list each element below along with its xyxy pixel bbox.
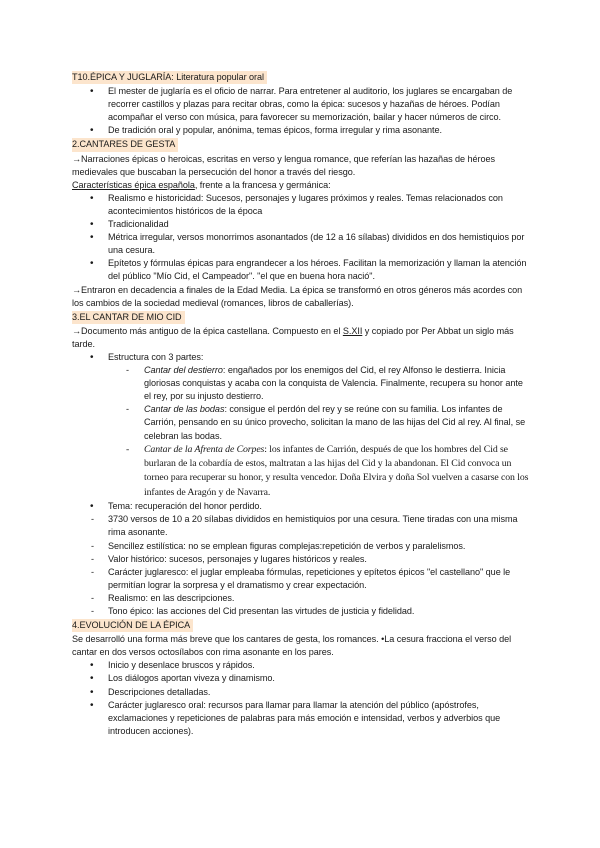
part-name: Cantar de las bodas xyxy=(144,404,225,415)
section-heading-cantares: 2.CANTARES DE GESTA xyxy=(72,138,178,151)
list-item: - Tono épico: las acciones del Cid presentan las virtudes de justicia y fidelidad. xyxy=(108,605,530,618)
list-item: - Carácter juglaresco: el juglar empleaba fórmulas, repeticiones y epítetos épicos "el castellano" que le permitían lograr la sorpresa y el dramatismo y crear expectación. xyxy=(108,566,530,592)
part-item xyxy=(144,403,530,442)
t10-bullet-list xyxy=(72,85,530,137)
section-heading-evolucion: 4.EVOLUCIÓN DE LA ÉPICA xyxy=(72,619,193,632)
part-text: : engañados por los enemigos del Cid, el rey Alfonso le destierra. Inicia gloriosas conquistas y acaba con la conquista de Valencia. Finalmente, recupera su honor ante el rey, por su injusto destierro. xyxy=(144,365,523,402)
list-item: • El mester de juglaría es el oficio de narrar. Para entretener al auditorio, los juglares se encargaban de recorrer castillos y plazas para recitar obras, como la épica: sucesos y hazañas de héroes. Podían acompañar el verso con música, para favorecer su memorización, bailar y hacer números de circo. xyxy=(108,85,530,124)
document-content xyxy=(72,71,530,738)
evolucion-bullet-list xyxy=(72,659,530,738)
part-item xyxy=(144,443,530,501)
list-item: • Inicio y desenlace bruscos y rápidos. xyxy=(108,659,530,672)
cantares-intro: →Narraciones épicas o heroicas, escritas en verso y lengua romance, que referían las hazañas de héroes medievales que buscaban la persecución del honor a través del riesgo. xyxy=(72,153,496,177)
list-item: • Descripciones detalladas. xyxy=(108,686,530,699)
parts-list xyxy=(108,364,530,500)
miocid-intro-b: y copiado por Per Abbat un siglo más tarde. xyxy=(72,325,514,349)
list-item: • Tradicionalidad xyxy=(108,218,530,231)
estructura-list xyxy=(72,351,530,513)
evolucion-intro: Se desarrolló una forma más breve que los cantares de gesta, los romances. •La cesura fracciona el verso del cantar en dos versos octosílabos con rima asonante en los pares. xyxy=(72,634,512,658)
part-name: Cantar del destierro xyxy=(144,365,223,376)
list-item: • De tradición oral y popular, anónima, temas épicos, forma irregular y rima asonante. xyxy=(108,124,530,137)
list-item: - Sencillez estilística: no se emplean figuras complejas:repetición de verbos y paralelismos. xyxy=(108,540,530,553)
caracteristicas-line xyxy=(72,179,530,192)
section-heading-t10: T10.ÉPICA Y JUGLARÍA: Literatura popular oral xyxy=(72,71,267,84)
century-link[interactable]: S.XII xyxy=(342,325,363,336)
cantares-outro: →Entraron en decadencia a finales de la Edad Media. La épica se transformó en otros géneros más acordes con los cambios de la sociedad medieval (romances, libros de caballerías). xyxy=(72,284,523,308)
part-name: Cantar de la Afrenta de Corpes xyxy=(144,443,265,455)
miocid-intro-a: →Documento más antiguo de la épica castellana. Compuesto en el xyxy=(72,325,343,336)
list-item: • Epítetos y fórmulas épicas para engrandecer a los héroes. Facilitan la memorización y llaman la atención del público "Mío Cid, el Campeador". "el que en buena hora nació". xyxy=(108,257,530,283)
list-item: • Tema: recuperación del honor perdido. xyxy=(108,500,530,513)
list-item: • Métrica irregular, versos monorrimos asonantados (de 12 a 16 sílabas) divididos en dos hemistiquios por una cesura. xyxy=(108,231,530,257)
caracteristicas-rest: , frente a la francesa y germánica: xyxy=(194,179,331,190)
cantares-bullet-list xyxy=(72,192,530,284)
section-heading-miocid: 3.EL CANTAR DE MIO CID xyxy=(72,311,185,324)
list-item: • Realismo e historicidad: Sucesos, personajes y lugares próximos y reales. Temas relacionados con acontecimientos históricos de la época xyxy=(108,192,530,218)
list-item xyxy=(108,351,530,500)
list-item: - Valor histórico: sucesos, personajes y lugares históricos y reales. xyxy=(108,553,530,566)
part-item xyxy=(144,364,530,403)
miocid-intro xyxy=(72,325,530,351)
list-item: • Los diálogos aportan viveza y dinamismo. xyxy=(108,672,530,685)
part-text: : consigue el perdón del rey y se reúne con su familia. Los infantes de Carrión, pensando en su único provecho, solicitan la mano de las hijas del Cid al rey. Al final, se celebran las bodas. xyxy=(144,404,526,441)
miocid-dash-list xyxy=(72,513,530,618)
list-item: - Realismo: en las descripciones. xyxy=(108,592,530,605)
list-item: - 3730 versos de 10 a 20 sílabas divididos en hemistiquios por una cesura. Tiene tiradas con una misma rima asonante. xyxy=(108,513,530,539)
part-text: : los infantes de Carrión, después de que los hombres del Cid se burlaran de la cobardía de estos, maltratan a las hijas del Cid y la abandonan. El Cid convoca un torneo para recuperar su honor, y resulta vencedor. Doña Elvira y doña Sol vuelven a casarse con los infantes de Aragón y de Navarra. xyxy=(144,443,529,498)
list-item: • Carácter juglaresco oral: recursos para llamar para llamar la atención del público (apóstrofes, exclamaciones y repeticiones de palabras para más emoción e intensidad, verbos y adverbios que introducen acciones). xyxy=(108,699,530,738)
estructura-label: Estructura con 3 partes: xyxy=(108,351,204,362)
caracteristicas-label: Características épica española xyxy=(72,179,195,190)
